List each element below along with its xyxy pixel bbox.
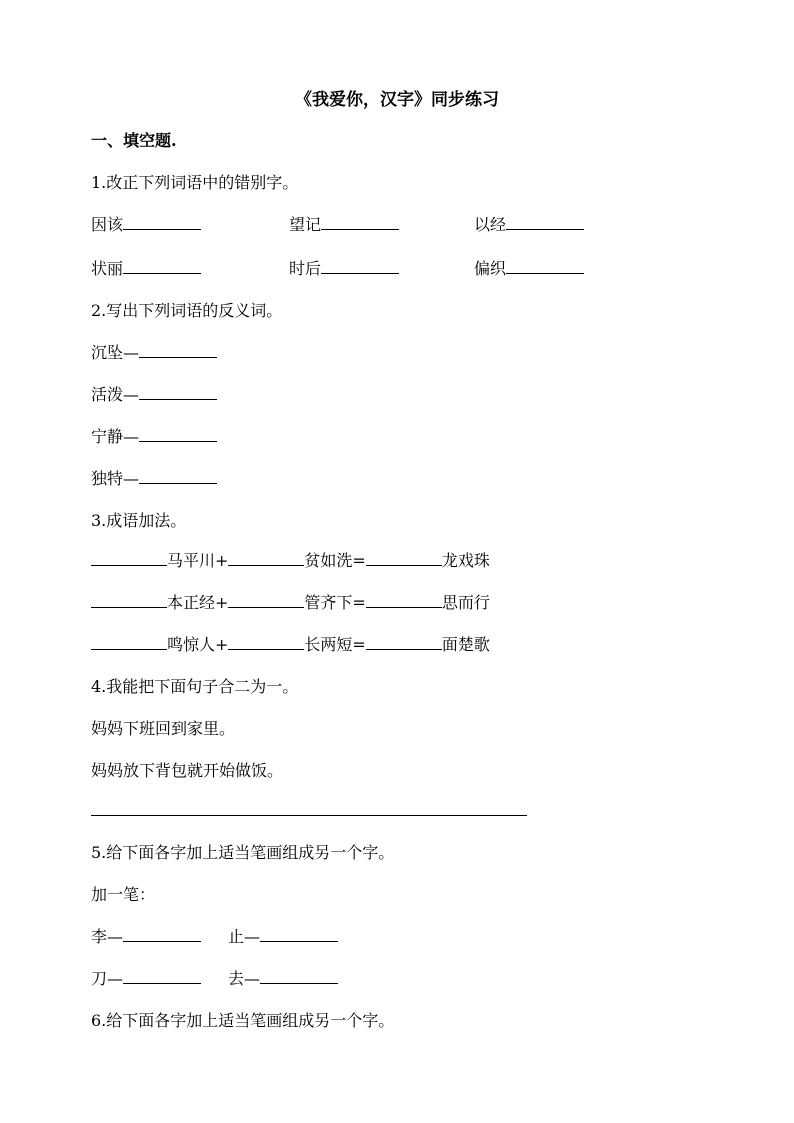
answer-blank[interactable] <box>139 426 217 442</box>
answer-blank[interactable] <box>139 342 217 358</box>
page-title: 《我爱你，汉字》同步练习 <box>295 90 499 110</box>
answer-blank[interactable] <box>139 384 217 400</box>
q5-item: 止— <box>228 924 338 947</box>
q2-item: 活泼— <box>91 382 217 405</box>
answer-blank[interactable] <box>123 968 201 984</box>
q2-item: 宁静— <box>91 424 217 447</box>
answer-blank[interactable] <box>91 634 167 650</box>
answer-blank[interactable] <box>91 592 167 608</box>
q2-item: 沉坠— <box>91 340 217 363</box>
q2-item: 独特— <box>91 466 217 489</box>
answer-blank[interactable] <box>366 592 442 608</box>
answer-blank[interactable] <box>123 258 201 274</box>
answer-blank[interactable] <box>260 968 338 984</box>
answer-blank[interactable] <box>228 592 304 608</box>
answer-blank[interactable] <box>321 214 399 230</box>
section-heading: 一、填空题. <box>91 131 177 150</box>
answer-blank[interactable] <box>506 258 584 274</box>
answer-blank[interactable] <box>91 550 167 566</box>
q5-subheading: 加一笔： <box>91 885 156 904</box>
question-3-prompt: 3.成语加法。 <box>91 511 187 530</box>
q1-row-1 <box>91 212 711 236</box>
q5-item: 李— <box>91 924 201 947</box>
q1-row-2 <box>91 256 711 280</box>
q5-row-1 <box>91 924 391 948</box>
answer-blank[interactable] <box>260 926 338 942</box>
answer-blank[interactable] <box>366 550 442 566</box>
q4-sentence-2: 妈妈放下背包就开始做饭。 <box>91 761 284 780</box>
answer-blank[interactable] <box>123 214 201 230</box>
answer-blank[interactable] <box>321 258 399 274</box>
q3-row: 鸣惊人+ 长两短= 面楚歌 <box>91 632 490 655</box>
answer-blank[interactable] <box>506 214 584 230</box>
q1-item: 以经 <box>474 212 584 235</box>
answer-blank[interactable] <box>123 926 201 942</box>
q4-sentence-1: 妈妈下班回到家里。 <box>91 719 236 738</box>
question-1-prompt: 1.改正下列词语中的错别字。 <box>91 173 299 192</box>
q1-item: 因该 <box>91 212 201 235</box>
answer-blank[interactable] <box>91 800 527 816</box>
q1-item: 状丽 <box>91 256 201 279</box>
q1-item: 偏织 <box>474 256 584 279</box>
answer-blank[interactable] <box>139 468 217 484</box>
q5-item: 刀— <box>91 966 201 989</box>
question-4-prompt: 4.我能把下面句子合二为一。 <box>91 677 299 696</box>
q1-item: 时后 <box>289 256 399 279</box>
answer-blank[interactable] <box>228 550 304 566</box>
q5-row-2 <box>91 966 391 990</box>
question-6-prompt: 6.给下面各字加上适当笔画组成另一个字。 <box>91 1011 395 1030</box>
answer-blank[interactable] <box>366 634 442 650</box>
question-2-prompt: 2.写出下列词语的反义词。 <box>91 301 283 320</box>
q3-row: 马平川+ 贫如洗= 龙戏珠 <box>91 548 490 571</box>
q5-item: 去— <box>228 966 338 989</box>
q3-row: 本正经+ 管齐下= 思而行 <box>91 590 490 613</box>
answer-blank[interactable] <box>228 634 304 650</box>
question-5-prompt: 5.给下面各字加上适当笔画组成另一个字。 <box>91 843 395 862</box>
q1-item: 望记 <box>289 212 399 235</box>
q4-answer-line[interactable] <box>91 800 527 820</box>
